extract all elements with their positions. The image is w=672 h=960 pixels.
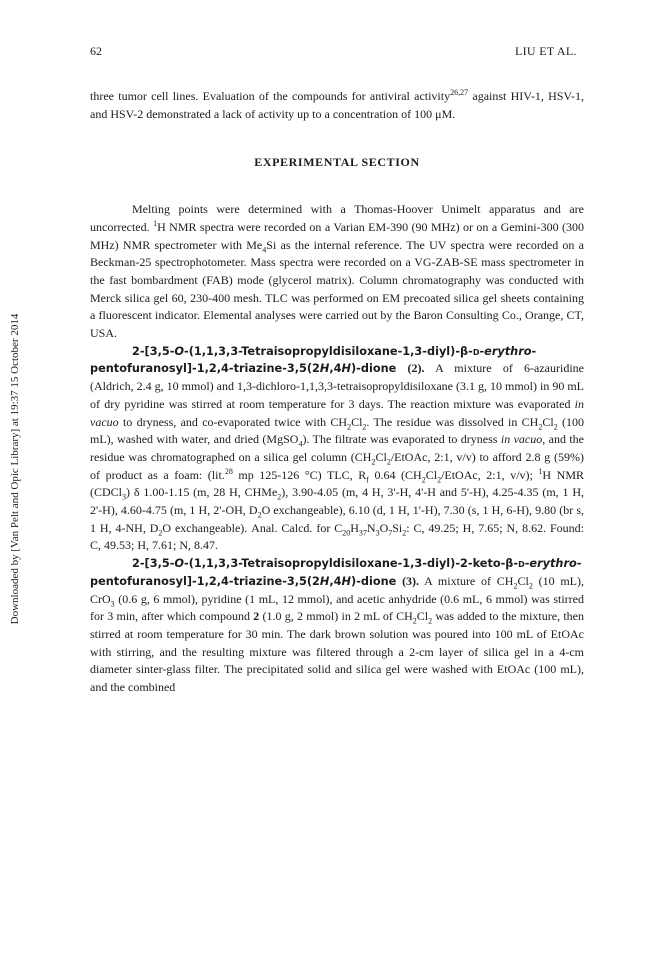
intro-paragraph [90,88,584,123]
compound-2-paragraph: 2-[3,5-O-(1,1,3,3-Tetraisopropyldisiloxane-1,3-diyl)-β-d-erythro-pentofuranosyl]-1,2,4-triazine-3,5(2H,4H)-dione (2). A mixture of 6-azauridine (Aldrich, 2.4 g, 10 mmol) and 1,3-dichloro-1,1,3,3-tetraisopropyldisiloxane (3.1 g, 10 mmol) in 90 mL of dry pyridine was stirred at room temperature for 3 days. The reaction mixture was evaporated in vacuo to dryness, and co-evaporated twice with $CH_2Cl_2$. The residue was dissolved in $CH_2Cl_2$ (100 mL), washed with water, and dried (MgSO$_4$). The filtrate was evaporated to dryness in vacuo, and the residue was chromatographed on a silica gel column ($CH_2Cl_2$/EtOAc, 2:1, v/v) to afford 2.8 g (59%) of product as a foam: (lit.$^{28}$ mp 125-126 °C) TLC, $R_f$ 0.64 ($CH_2Cl_2$/EtOAc, 2:1, v/v); $^1$H NMR (CDCl$_3$) δ 1.00-1.15 (m, 28 H, CHMe$_2$), 3.90-4.05 (m, 4 H, 3'-H, 4'-H and 5'-H), 4.25-4.35 (m, 1 H, 2'-H), 4.60-4.75 (m, 1 H, 2'-OH, $D_2O$ exchangeable), 6.10 (d, 1 H, 1'-H), 7.30 (s, 1 H, 6-H), 9.80 (br s, 1 H, 4-NH, $D_2O$ exchangeable). Anal. Calcd. for $C_{20}H_{37}N_3O_7Si_2$: C, 49.25; H, 7.65; N, 8.62. Found: C, 49.53; H, 7.61; N, 8.47. [90,344,585,553]
citation-ref: 26,27 [450,88,469,97]
methods-text: H NMR spectra were recorded on a Varian EM-390 (90 MHz) or on a Gemini-300 (300 MHz) NMR spectrometer with Me [90,219,585,252]
compound-2-number: (2). [396,361,425,376]
isotope-superscript: 1 [153,218,158,228]
article-body [90,88,584,697]
intro-text: three tumor cell lines. Evaluation of the compounds for antiviral activity [90,89,451,103]
compound-3-paragraph: 2-[3,5-O-(1,1,3,3-Tetraisopropyldisiloxane-1,3-diyl)-2-keto-β-d-erythro-pentofuranosyl]-1,2,4-triazine-3,5(2H,4H)-dione (3). A mixture of $CH_2Cl_2$ (10 mL), CrO$_3$ (0.6 g, 6 mmol), pyridine (1 mL, 12 mmol), and acetic anhydride (0.6 mL, 6 mmol) was stirred for 3 min, after which compound 2 (1.0 g, 2 mmol) in 2 mL of $CH_2Cl_2$ was added to the mixture, then stirred at room temperature for 30 min. The dark brown solution was poured into 100 mL of EtOAc with stirring, and the resulting mixture was filtered through a 2-cm layer of silica gel in a 4-cm diameter sinter-glass filter. The precipitated solid and silica gel were washed with EtOAc (100 mL), and the combined [90,557,584,695]
compound-2-heading: 2-[3,5-O-(1,1,3,3-Tetraisopropyldisiloxane-1,3-diyl)-β-d-erythro-pentofuranosyl]-1,2,4-triazine-3,5(2H,4H)-dione [90,344,537,376]
intro-text-continued: against HIV-1, HSV-1, and HSV-2 demonstrated a lack of activity up to a concentration of 100 μM. [90,89,584,121]
page-number: 62 [90,44,102,58]
running-head: LIU ET AL. [515,44,577,58]
section-title: EXPERIMENTAL SECTION [254,155,420,170]
methods-text: Si as the internal reference. The UV spectra were recorded on a Beckman-25 spectrophotometer. Mass spectra were recorded on a VG-ZAB-SE mass spectrometer in the fast bombardment (FAB) mode (glycerol matrix). Column chromatography was conducted with Merck silica gel 60, 230-400 mesh. TLC was performed on EM precoated silica gel sheets containing a fluorescent indicator. Elemental analyses were carried out by the Baron Consulting Co., Orange, CT, USA. [90,237,585,341]
compound-3-heading: 2-[3,5-O-(1,1,3,3-Tetraisopropyldisiloxane-1,3-diyl)-2-keto-β-d-erythro-pentofuranosyl]-1,2,4-triazine-3,5(2H,4H)-dione [90,557,582,588]
compound-3-number: (3). [396,573,420,588]
methods-paragraph [90,201,584,343]
download-watermark-text: Downloaded by [Van Pelt and Opic Library] at 19:37 15 October 2014 [9,313,21,625]
citation-ref: 28 [224,466,233,476]
download-watermark [8,300,22,640]
methods-text: Melting points were determined with a Thomas-Hoover Unimelt apparatus and are uncorrected. [90,202,584,234]
subscript: 4 [262,244,267,254]
